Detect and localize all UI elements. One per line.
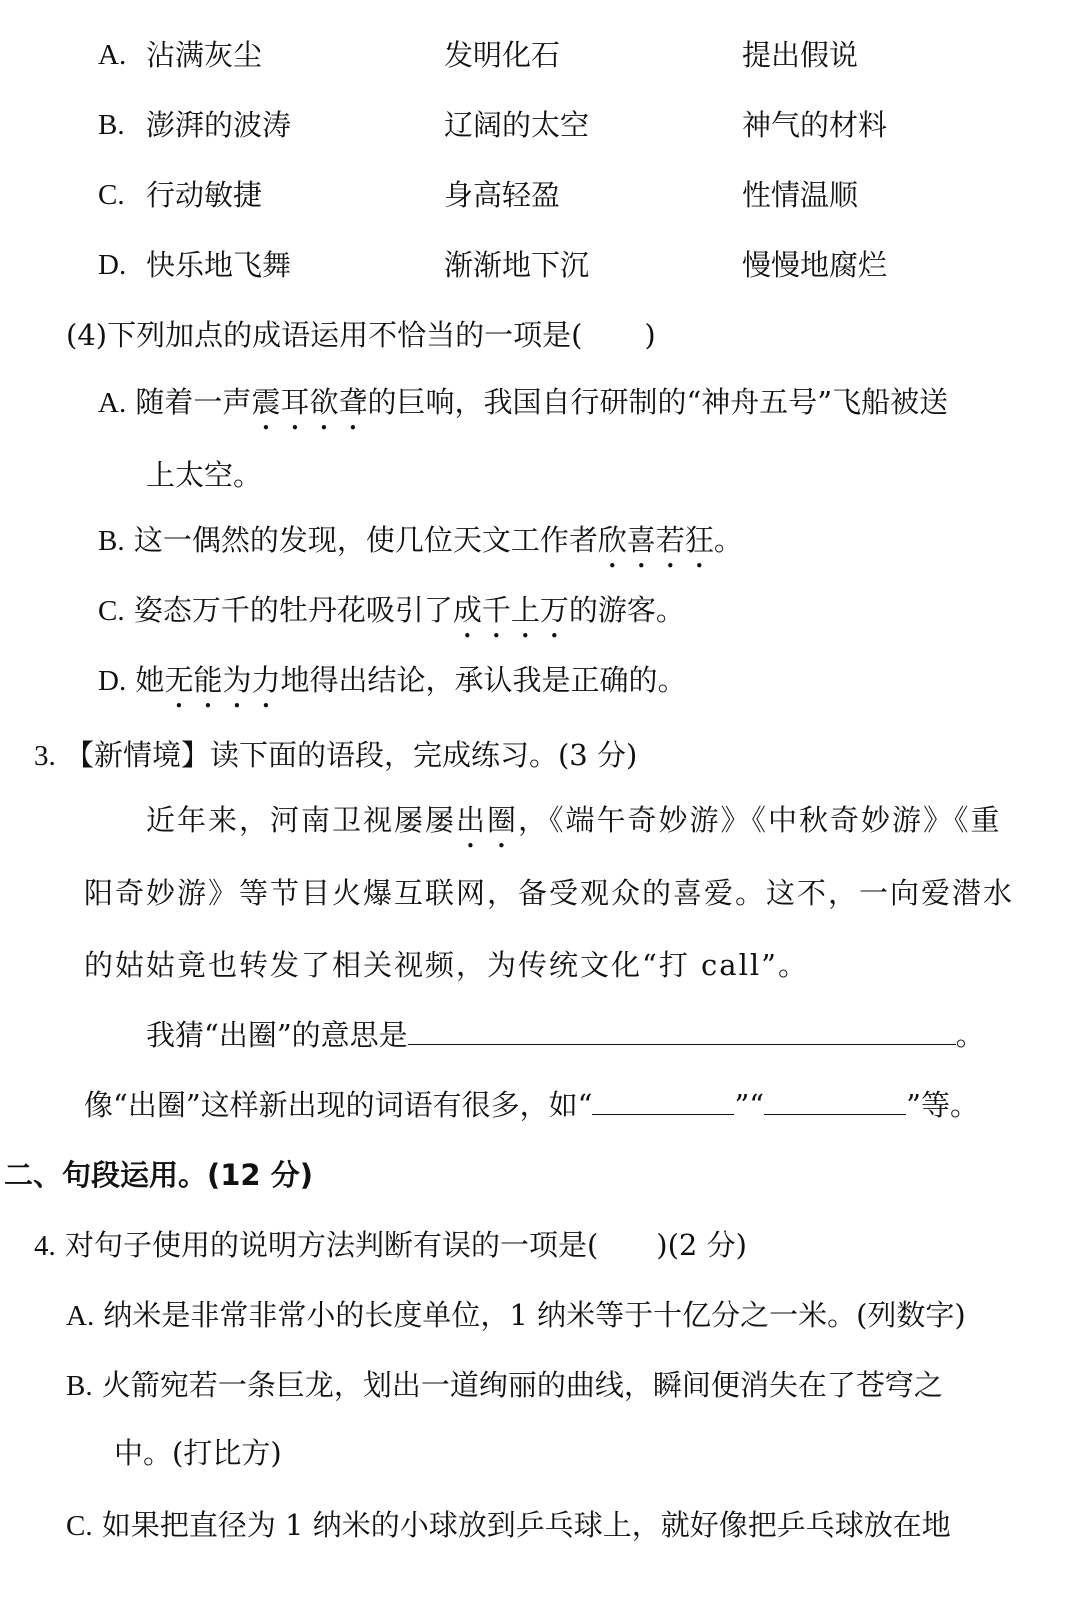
dotted-idiom: 震耳欲聋 xyxy=(251,385,368,419)
option-cell: 沾满灰尘 xyxy=(146,38,263,72)
option-cell: 渐渐地下沉 xyxy=(444,248,590,282)
option-cell: 提出假说 xyxy=(742,38,859,72)
section-2-title: 二、句段运用。(12 分) xyxy=(4,1158,313,1192)
method-option-b xyxy=(66,1365,943,1405)
new-word-blank-1[interactable] xyxy=(592,1086,734,1115)
passage-text: ，《端午奇妙游》《中秋奇妙游》《重 xyxy=(518,803,1002,837)
passage-text: 近年来，河南卫视屡屡 xyxy=(146,803,457,837)
option-letter: A. xyxy=(66,1300,95,1332)
idiom-option-a-cont: 上太空。 xyxy=(146,458,263,492)
option-text: 的游客。 xyxy=(568,593,685,627)
option-cell: 辽阔的太空 xyxy=(444,108,590,142)
option-text: 。 xyxy=(713,523,743,557)
prompt-text: ”“ xyxy=(734,1088,765,1122)
prompt-text: 。 xyxy=(955,1018,985,1052)
idiom-option-a xyxy=(98,382,948,422)
option-text: 的巨响，我国自行研制的“神舟五号”飞船被送 xyxy=(367,385,949,419)
new-words-line xyxy=(84,1085,979,1125)
option-text: 如果把直径为 1 纳米的小球放到乒乓球上，就好像把乒乓球放在地 xyxy=(101,1508,951,1542)
option-text: 火箭宛若一条巨龙，划出一道绚丽的曲线，瞬间便消失在了苍穹之 xyxy=(101,1368,943,1402)
option-cell: 神气的材料 xyxy=(742,108,888,142)
method-option-a xyxy=(66,1295,966,1335)
method-option-c xyxy=(66,1505,951,1545)
question-3-stem xyxy=(34,735,637,775)
option-letter: D. xyxy=(98,249,127,281)
option-text: 随着一声 xyxy=(135,385,252,419)
option-cell: 性情温顺 xyxy=(742,178,859,212)
stem-text: )(2 分) xyxy=(656,1228,747,1262)
option-cell: 快乐地飞舞 xyxy=(146,248,292,282)
sub-question-4-stem xyxy=(66,315,656,355)
idiom-option-d xyxy=(98,660,686,700)
meaning-blank[interactable] xyxy=(408,1016,956,1045)
question-4-stem xyxy=(34,1225,747,1265)
idiom-option-b xyxy=(98,520,743,560)
stem-text: (4)下列加点的成语运用不恰当的一项是( xyxy=(66,318,583,352)
stem-text: 读下面的语段，完成练习。(3 分) xyxy=(209,738,638,772)
option-text: 姿态万千的牡丹花吸引了 xyxy=(133,593,453,627)
question-number: 4. xyxy=(34,1230,56,1262)
dotted-idiom: 成千上万 xyxy=(452,593,569,627)
option-letter: C. xyxy=(98,179,125,211)
option-letter: C. xyxy=(98,595,125,627)
option-letter: A. xyxy=(98,39,127,71)
passage-line-2: 阳奇妙游》等节目火爆互联网，备受观众的喜爱。这不，一向爱潜水 xyxy=(84,876,1015,910)
option-text: 纳米是非常非常小的长度单位，1 纳米等于十亿分之一米。(列数字) xyxy=(103,1298,966,1332)
passage-line-1 xyxy=(146,800,1002,840)
option-letter: A. xyxy=(98,387,127,419)
option-letter: D. xyxy=(98,665,127,697)
method-option-b-cont: 中。(打比方) xyxy=(114,1436,282,1470)
dotted-idiom: 无能为力 xyxy=(164,663,281,697)
passage-line-3: 的姑姑竟也转发了相关视频，为传统文化“打 call”。 xyxy=(84,948,809,982)
option-text: 她 xyxy=(135,663,165,697)
option-text: 地得出结论，承认我是正确的。 xyxy=(280,663,687,697)
idiom-option-c xyxy=(98,590,685,630)
guess-line xyxy=(146,1015,985,1055)
option-letter: C. xyxy=(66,1510,93,1542)
option-cell: 身高轻盈 xyxy=(444,178,561,212)
prompt-text: ”等。 xyxy=(906,1088,979,1122)
new-word-blank-2[interactable] xyxy=(764,1086,906,1115)
option-cell: 行动敏捷 xyxy=(146,178,263,212)
option-cell: 澎湃的波涛 xyxy=(146,108,292,142)
question-number: 3. xyxy=(34,740,56,772)
prompt-text: 我猜“出圈”的意思是 xyxy=(146,1018,408,1052)
prompt-text: 像“出圈”这样新出现的词语有很多，如“ xyxy=(84,1088,593,1122)
option-cell: 慢慢地腐烂 xyxy=(742,248,888,282)
question-tag: 【新情境】 xyxy=(64,738,210,772)
option-letter: B. xyxy=(98,109,125,141)
option-letter: B. xyxy=(98,525,125,557)
stem-text: 对句子使用的说明方法判断有误的一项是( xyxy=(64,1228,599,1262)
dotted-idiom: 欣喜若狂 xyxy=(597,523,714,557)
stem-text: ) xyxy=(644,318,656,352)
option-cell: 发明化石 xyxy=(444,38,561,72)
option-text: 这一偶然的发现，使几位天文工作者 xyxy=(133,523,598,557)
option-letter: B. xyxy=(66,1370,93,1402)
dotted-word: 出圈 xyxy=(456,803,519,837)
